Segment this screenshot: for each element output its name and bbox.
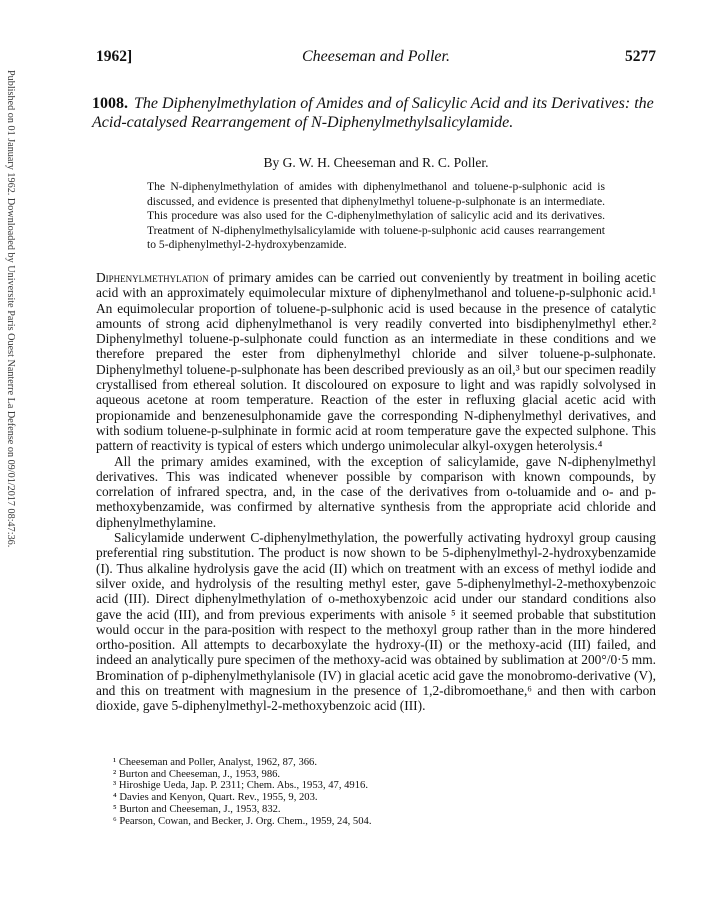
footnote: ² Burton and Cheeseman, J., 1953, 986. <box>113 768 281 780</box>
header-year: 1962] <box>96 48 133 65</box>
article-authors: By G. W. H. Cheeseman and R. C. Poller. <box>263 155 489 170</box>
page-header <box>96 48 656 70</box>
footnote: ³ Hiroshige Ueda, Jap. P. 2311; Chem. Abs., 1953, 47, 4916. <box>113 780 368 792</box>
footnote: ¹ Cheeseman and Poller, Analyst, 1962, 87, 366. <box>113 757 318 768</box>
body-paragraph-2: All the primary amides examined, with the exception of salicylamide, gave N-diphenylmethyl derivatives. This was indicated whenever possible by comparison with known compounds, by correlation of infrared spectra, and, in the case of the derivatives from o-toluamide and o- and p-methoxybenzamide, was confirmed by alternative synthesis from the appropriate acid chloride and diphenylmethylamine. <box>96 453 656 530</box>
article-body <box>96 270 656 714</box>
body-paragraph-3: Salicylamide underwent C-diphenylmethylation, the powerfully activating hydroxyl group causing preferential ring substitution. The product is now shown to be 5-diphenylmethyl-2-hydroxybenzamide (I). Thus alkaline hydrolysis gave the acid (II) which on treatment with an excess of methyl iodide and silver oxide, and hydrolysis of the resulting methyl ester, gave 5-diphenylmethyl-2-methoxybenzoic acid (III). Direct diphenylmethylation of o-methoxybenzoic acid under our standard conditions also gave the acid (III), and from previous experiments with anisole ⁵ it seemed probable that substitution would occur in the para-position with respect to the methoxyl group rather than in the more hindered ortho-position. All attempts to decarboxylate the hydroxy-(II) or the methoxy-acid (III) failed, and indeed an analytically pure specimen of the methoxy-acid was obtained by sublimation at 200°/0·5 mm. Bromination of p-diphenylmethylanisole (IV) in glacial acetic acid gave the monobromo-derivative (V), and this on treatment with magnesium in the presence of 1,2-dibromoethane,⁶ and then with carbon dioxide, gave 5-diphenylmethyl-2-methoxybenzoic acid (III). <box>96 530 656 714</box>
footnote: ⁴ Davies and Kenyon, Quart. Rev., 1955, 9, 203. <box>113 792 318 804</box>
footnotes <box>113 757 633 827</box>
download-watermark-text: Published on 01 January 1962. Downloaded by Universite Paris Ouest Nanterre La Defense on 09/01/2017 08:47:36. <box>5 70 16 548</box>
article-number: 1008. <box>92 95 128 112</box>
article-title-block <box>92 94 658 132</box>
article-title: The Diphenylmethylation of Amides and of Salicylic Acid and its Derivatives: the Acid-catalysed Rearrangement of N-Diphenylmethylsalicylamide. <box>92 95 654 131</box>
footnote: ⁵ Burton and Cheeseman, J., 1953, 832. <box>113 803 281 815</box>
page-number: 5277 <box>625 48 656 65</box>
body-paragraph-1 <box>96 270 656 454</box>
article-abstract: The N-diphenylmethylation of amides with diphenylmethanol and toluene-p-sulphonic acid is discussed, and evidence is presented that diphenylmethyl toluene-p-sulphonate is an intermediate. This procedure was also used for the C-diphenylmethylation of salicylic acid and its derivatives. Treatment of N-diphenylmethylsalicylamide with toluene-p-sulphonic acid causes rearrangement to 5-diphenylmethyl-2-hydroxybenzamide. <box>147 180 605 252</box>
running-title: Cheeseman and Poller. <box>302 48 450 65</box>
footnote: ⁶ Pearson, Cowan, and Becker, J. Org. Chem., 1959, 24, 504. <box>113 815 372 827</box>
download-watermark <box>2 70 16 590</box>
lead-word: Diphenylmethylation <box>96 270 209 285</box>
paragraph-text: of primary amides can be carried out conveniently by treatment in boiling acetic acid with an approximately equimolecular mixture of diphenylmethanol and toluene-p-sulphonic acid.¹ An equimolecular proportion of toluene-p-sulphonic acid is used because in the presence of catalytic amounts of strong acid diphenylmethanol is very readily converted into bisdiphenylmethyl ether.² Diphenylmethyl toluene-p-sulphonate could function as an intermediate in these conditions and we therefore prepared the ester from diphenylmethyl chloride and silver toluene-p-sulphonate. Diphenylmethyl toluene-p-sulphonate has been described previously as an oil,³ but our specimen readily crystallised from ethereal solution. It discoloured on exposure to light and was rapidly solvolysed in aqueous acetone at room temperature. Reaction of the ester in refluxing glacial acetic acid with propionamide and benzenesulphonamide gave the corresponding N-diphenylmethyl derivatives, and with sodium toluene-p-sulphinate in formic acid at room temperature gave the expected sulphone. This pattern of reactivity is typical of esters which undergo unimolecular alkyl-oxygen heterolysis.⁴ <box>96 270 656 454</box>
